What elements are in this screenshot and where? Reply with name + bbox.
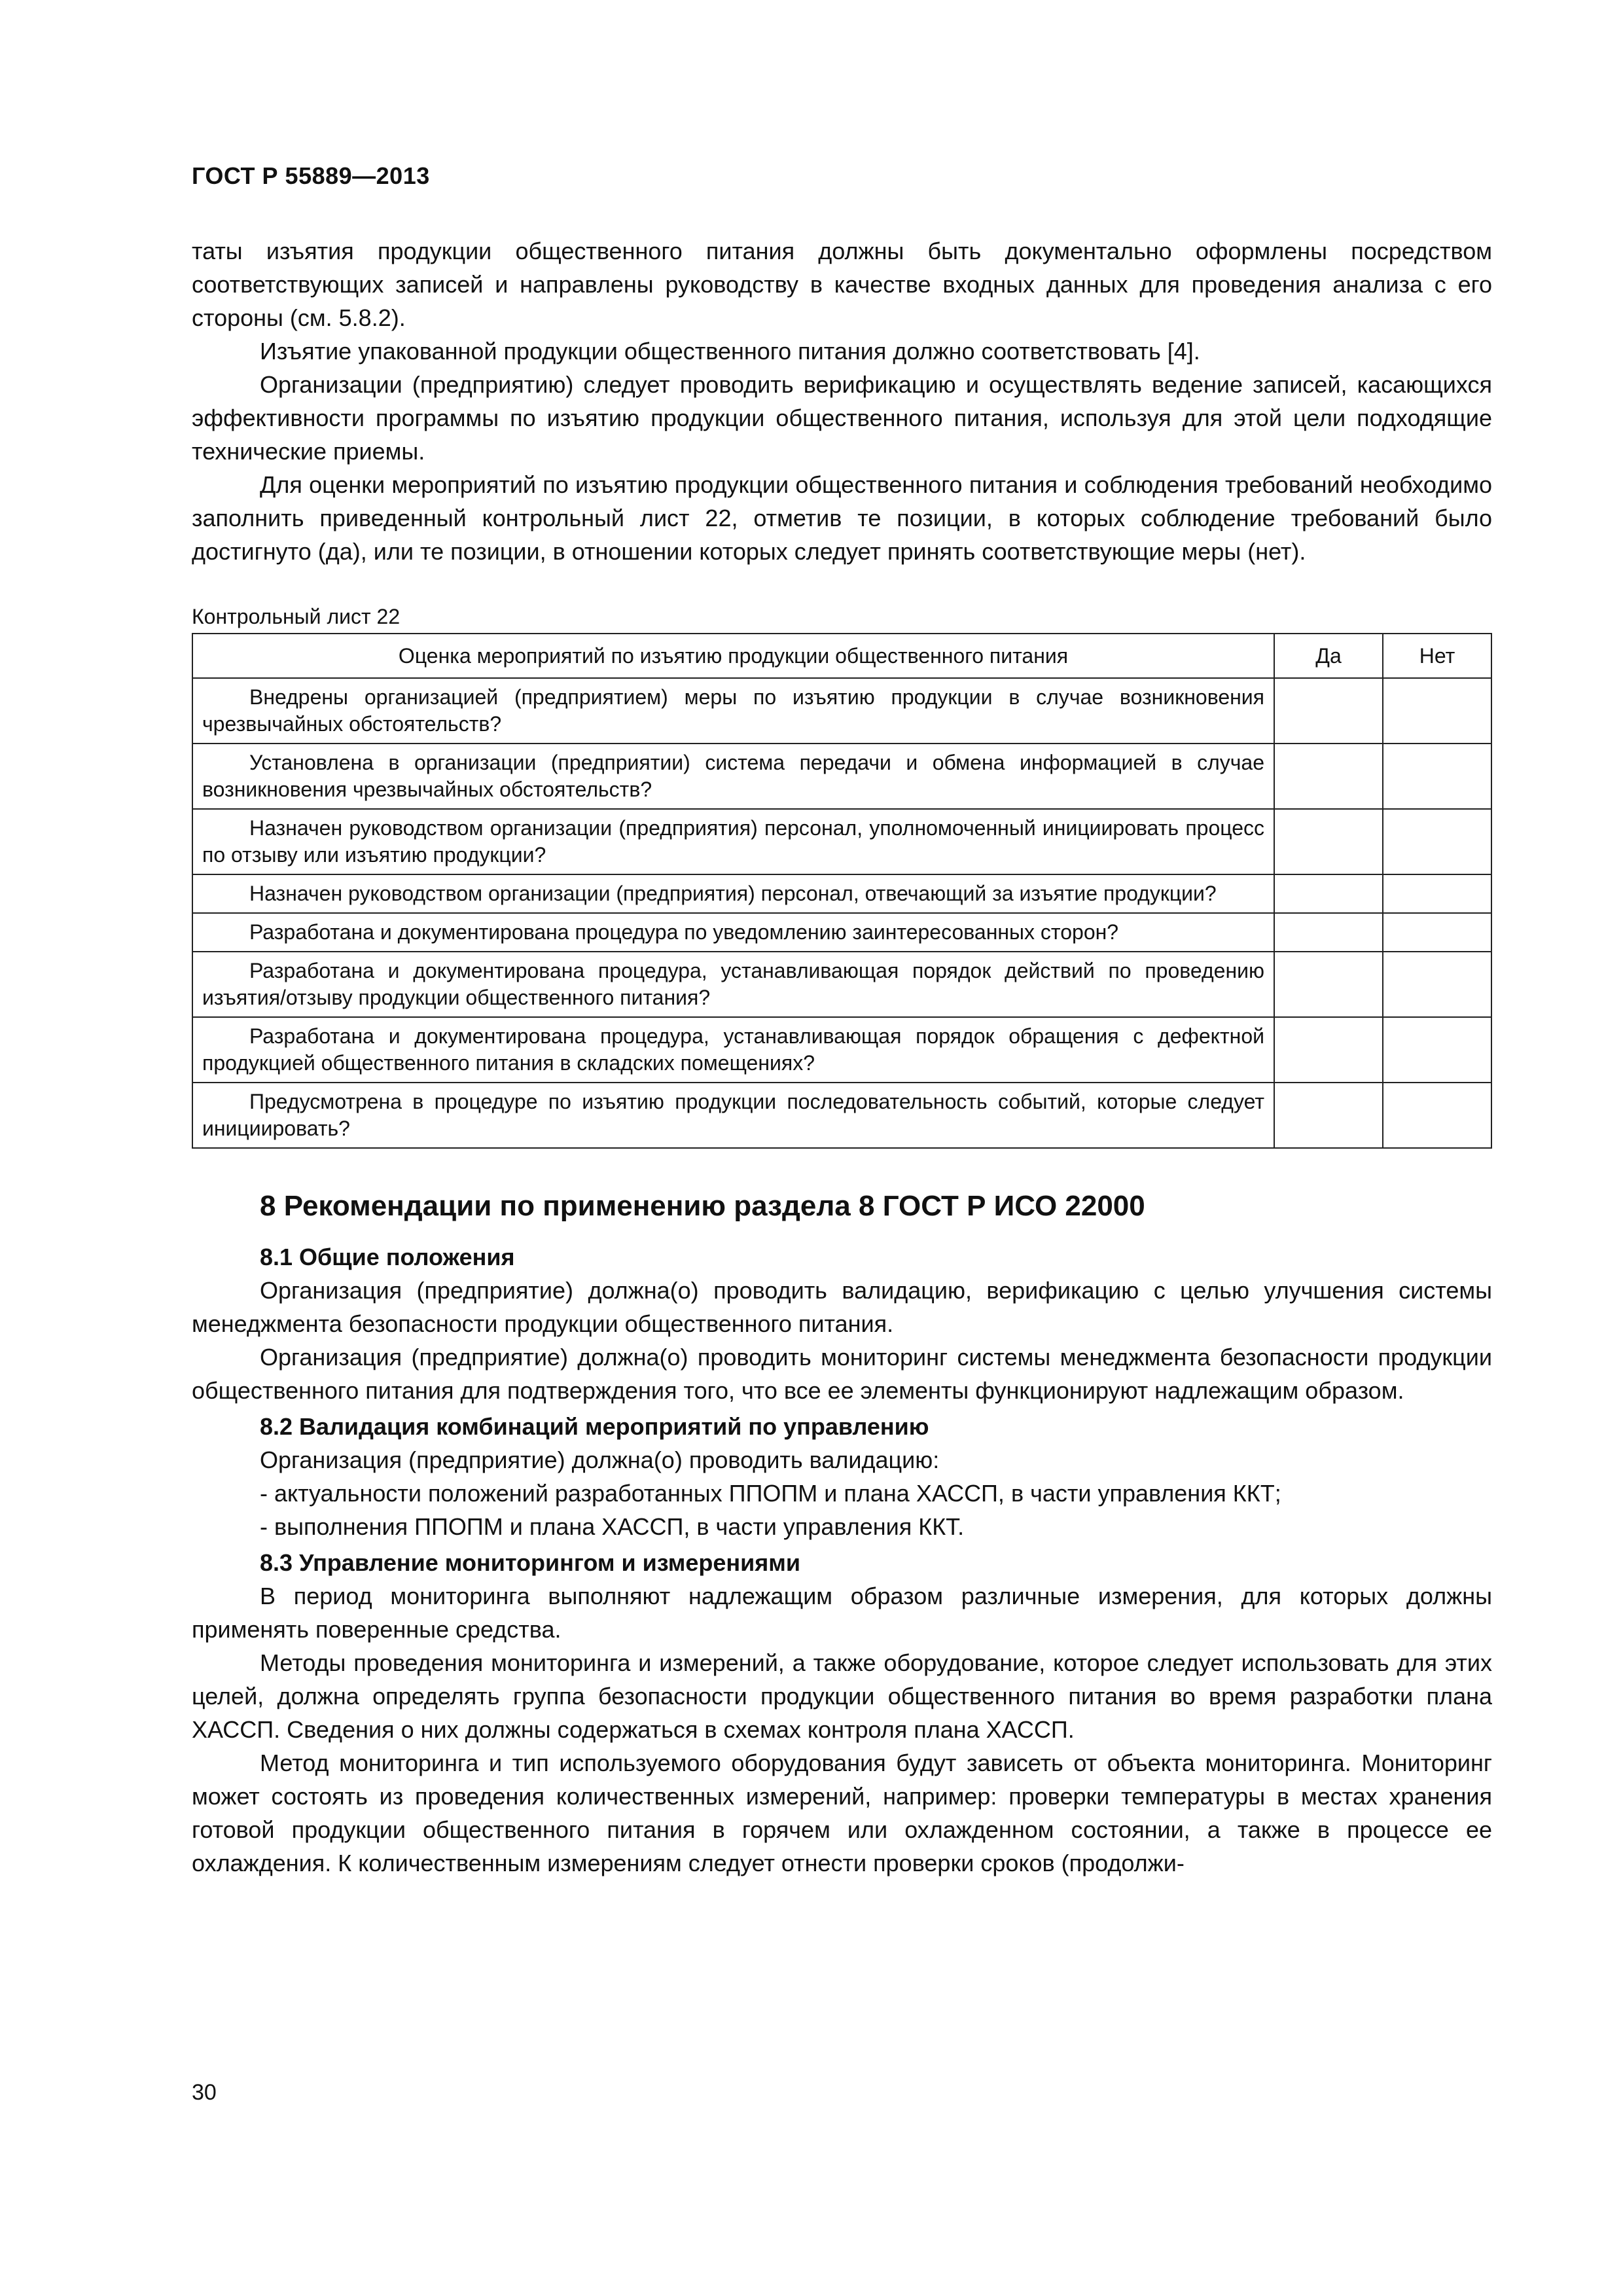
- yes-cell[interactable]: [1274, 1083, 1383, 1148]
- yes-cell[interactable]: [1274, 952, 1383, 1017]
- section-paragraph: Организация (предприятие) должна(о) проводить мониторинг системы менеджмента безопасности продукции общественного питания для подтверждения того, что все ее элементы функционируют надлежащим образом.: [192, 1344, 1492, 1404]
- yes-column-header: Да: [1274, 634, 1383, 678]
- checklist-row: [192, 809, 1491, 874]
- section-paragraph: Организация (предприятие) должна(о) проводить валидацию:: [260, 1446, 940, 1473]
- standard-designation: ГОСТ Р 55889—2013: [192, 162, 430, 189]
- checklist-row: [192, 913, 1491, 952]
- yes-cell[interactable]: [1274, 744, 1383, 809]
- checklist-question: Назначен руководством организации (предприятия) персонал, уполномоченный инициировать процесс по отзыву или изъятию продукции?: [192, 809, 1274, 874]
- no-cell[interactable]: [1383, 809, 1491, 874]
- section-paragraph: В период мониторинга выполняют надлежащим образом различные измерения, для которых должны применять поверенные средства.: [192, 1583, 1492, 1643]
- yes-cell[interactable]: [1274, 913, 1383, 952]
- section-paragraph: Методы проведения мониторинга и измерений, а также оборудование, которое следует использовать для этих целей, должна определять группа безопасности продукции общественного питания во время разработки плана ХАССП. Сведения о них должны содержаться в схемах контроля плана ХАССП.: [192, 1649, 1492, 1743]
- subsection-8-2-heading: 8.2 Валидация комбинаций мероприятий по управлению: [260, 1413, 929, 1440]
- intro-paragraph: Изъятие упакованной продукции общественного питания должно соответствовать [4].: [260, 338, 1200, 365]
- question-column-header: Оценка мероприятий по изъятию продукции общественного питания: [192, 634, 1274, 678]
- checklist-row: [192, 678, 1491, 744]
- subsection-8-1-heading: 8.1 Общие положения: [260, 1244, 515, 1270]
- checklist-question: Предусмотрена в процедуре по изъятию продукции последовательность событий, которые следует инициировать?: [192, 1083, 1274, 1148]
- section-paragraph: Организация (предприятие) должна(о) проводить валидацию, верификацию с целью улучшения системы менеджмента безопасности продукции общественного питания.: [192, 1277, 1492, 1337]
- validation-list: [192, 1477, 1492, 1543]
- no-cell[interactable]: [1383, 678, 1491, 744]
- no-cell[interactable]: [1383, 1083, 1491, 1148]
- no-cell[interactable]: [1383, 952, 1491, 1017]
- checklist-header-row: [192, 634, 1491, 678]
- intro-paragraph: Организации (предприятию) следует проводить верификацию и осуществлять ведение записей, касающихся эффективности программы по изъятию продукции общественного питания, используя для этой цели подходящие технические приемы.: [192, 371, 1492, 465]
- checklist-question: Разработана и документирована процедура, устанавливающая порядок обращения с дефектной продукцией общественного питания в складских помещениях?: [192, 1017, 1274, 1083]
- checklist-row: [192, 1017, 1491, 1083]
- no-cell[interactable]: [1383, 913, 1491, 952]
- list-item: - выполнения ППОПМ и плана ХАССП, в части управления ККТ.: [260, 1513, 965, 1540]
- no-cell[interactable]: [1383, 874, 1491, 913]
- no-column-header: Нет: [1383, 634, 1491, 678]
- checklist-question: Назначен руководством организации (предприятия) персонал, отвечающий за изъятие продукции?: [192, 874, 1274, 913]
- checklist-question: Установлена в организации (предприятии) система передачи и обмена информацией в случае возникновения чрезвычайных обстоятельств?: [192, 744, 1274, 809]
- section-paragraph: Метод мониторинга и тип используемого оборудования будут зависеть от объекта мониторинга. Мониторинг может состоять из проведения количественных измерений, например: проверки температуры в местах хранения готовой продукции общественного питания в горячем или охлажденном состоянии, а также в процессе ее охлаждения. К количественным измерениям следует отнести проверки сроков (продолжи-: [192, 1749, 1492, 1876]
- checklist-row: [192, 744, 1491, 809]
- checklist-row: [192, 952, 1491, 1017]
- checklist-table: [192, 633, 1492, 1149]
- no-cell[interactable]: [1383, 1017, 1491, 1083]
- checklist-caption: Контрольный лист 22: [192, 605, 401, 628]
- yes-cell[interactable]: [1274, 874, 1383, 913]
- intro-paragraph-continuation: таты изъятия продукции общественного питания должны быть документально оформлены посредством соответствующих записей и направлены руководству в качестве входных данных для проведения анализа с его стороны (см. 5.8.2).: [192, 238, 1492, 331]
- subsection-8-3-heading: 8.3 Управление мониторингом и измерениями: [260, 1549, 801, 1576]
- yes-cell[interactable]: [1274, 1017, 1383, 1083]
- document-body: [192, 234, 1492, 1880]
- checklist-question: Разработана и документирована процедура, устанавливающая порядок действий по проведению изъятия/отзыву продукции общественного питания?: [192, 952, 1274, 1017]
- yes-cell[interactable]: [1274, 678, 1383, 744]
- page-number: 30: [192, 2080, 217, 2105]
- checklist-question: Внедрены организацией (предприятием) меры по изъятию продукции в случае возникновения чрезвычайных обстоятельств?: [192, 678, 1274, 744]
- no-cell[interactable]: [1383, 744, 1491, 809]
- section-8-heading: 8 Рекомендации по применению раздела 8 ГОСТ Р ИСО 22000: [260, 1190, 1145, 1222]
- checklist-row: [192, 1083, 1491, 1148]
- checklist-question: Разработана и документирована процедура по уведомлению заинтересованных сторон?: [192, 913, 1274, 952]
- intro-paragraph: Для оценки мероприятий по изъятию продукции общественного питания и соблюдения требований необходимо заполнить приведенный контрольный лист 22, отметив те позиции, в которых соблюдение требований было достигнуто (да), или те позиции, в отношении которых следует принять соответствующие меры (нет).: [192, 471, 1492, 565]
- yes-cell[interactable]: [1274, 809, 1383, 874]
- list-item: - актуальности положений разработанных ППОПМ и плана ХАССП, в части управления ККТ;: [260, 1480, 1281, 1507]
- checklist-row: [192, 874, 1491, 913]
